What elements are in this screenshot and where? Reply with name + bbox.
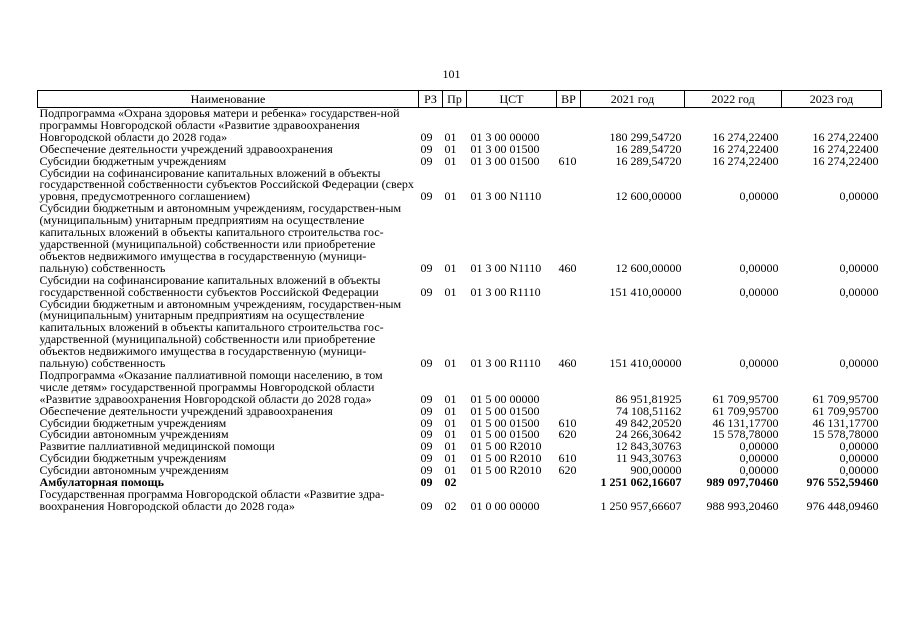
cell-2022: 46 131,17700 — [712, 415, 779, 430]
cell-cst: 01 5 00 R2010 — [470, 463, 542, 478]
cell-pr: 01 — [444, 439, 457, 454]
cell-2023: 16 274,22400 — [812, 141, 879, 156]
cell-vr: 610 — [558, 451, 577, 466]
cell-name: Субсидии бюджетным и автономным учреждениям, государствен-ным (муниципальным) унитарным предприятиям на осуществление капитальных вложений в объекты капитального строительства гос-ударственной (муниципальной) собственности или приобретение объектов недвижимого имущества в государственную (муници-пальную) собственность — [39, 296, 402, 371]
budget-table — [37, 90, 882, 513]
cell-cst: 01 3 00 R1110 — [470, 284, 541, 299]
cell-name: Субсидии на софинансирование капитальных вложений в объекты государственной собственности субъектов Российской Федерации (сверх уровня, предусмотренного соглашением) — [39, 165, 414, 204]
cell-cst: 01 0 00 00000 — [470, 498, 540, 513]
cell-vr — [557, 168, 581, 204]
cell-vr: 460 — [558, 260, 577, 275]
cell-rz: 09 — [420, 415, 433, 430]
cell-2023: 0,00000 — [839, 284, 879, 299]
cell-name: Государственная программа Новгородской области «Развитие здра-воохранения Новгородской области до 2028 года» — [39, 487, 385, 513]
cell-2022: 989 097,70460 — [706, 475, 779, 490]
cell-2021: 1 250 957,66607 — [600, 498, 682, 513]
cell-pr: 01 — [444, 463, 457, 478]
cell-name: Субсидии бюджетным и автономным учреждениям, государствен-ным (муниципальным) унитарным предприятиям на осуществление капитальных вложений в объекты капитального строительства гос-ударственной (муниципальной) собственности или приобретение объектов недвижимого имущества в государственную (муници-пальную) собственность — [39, 201, 402, 275]
cell-2022: 16 274,22400 — [712, 141, 779, 156]
header-cst: ЦСТ — [467, 91, 557, 108]
table-row — [38, 370, 882, 406]
table-row — [38, 489, 882, 513]
cell-pr: 01 — [444, 356, 457, 371]
cell-name: Субсидии автономным учреждениям — [39, 463, 229, 478]
cell-2021: 74 108,51162 — [615, 403, 682, 418]
cell-rz: 09 — [420, 403, 433, 418]
cell-name: Амбулаторная помощь — [39, 475, 164, 490]
header-name: Наименование — [38, 91, 419, 108]
cell-cst: 01 5 00 01500 — [470, 415, 540, 430]
cell-2023: 0,00000 — [839, 189, 879, 204]
cell-pr: 01 — [444, 451, 457, 466]
cell-pr: 02 — [444, 475, 457, 490]
cell-2023: 0,00000 — [839, 439, 879, 454]
page-number: 101 — [442, 67, 461, 81]
cell-2022: 0,00000 — [739, 451, 779, 466]
cell-2022: 16 274,22400 — [712, 153, 779, 168]
cell-cst: 01 5 00 R2010 — [470, 451, 542, 466]
cell-2023: 0,00000 — [839, 260, 879, 275]
cell-2021: 12 600,00000 — [615, 189, 682, 204]
table-row — [38, 299, 882, 370]
cell-2022: 988 993,20460 — [706, 498, 779, 513]
cell-name: Развитие паллиативной медицинской помощи — [39, 439, 275, 454]
header-vr: ВР — [557, 91, 581, 108]
cell-2021: 151 410,00000 — [609, 284, 682, 299]
cell-2023: 0,00000 — [839, 356, 879, 371]
cell-vr: 620 — [558, 463, 577, 478]
cell-pr: 01 — [444, 427, 457, 442]
header-pr: Пр — [443, 91, 467, 108]
cell-2022: 61 709,95700 — [712, 391, 779, 406]
cell-pr: 01 — [444, 415, 457, 430]
table-row — [38, 203, 882, 274]
cell-name: Подпрограмма «Охрана здоровья матери и ребенка» государствен-ной программы Новгородской области «Развитие здравоохранения Новгородской области до 2028 года» — [39, 106, 400, 144]
cell-rz: 09 — [420, 463, 433, 478]
cell-2023: 16 274,22400 — [812, 129, 879, 144]
cell-name: Субсидии бюджетным учреждениям — [39, 451, 227, 466]
cell-cst: 01 3 00 N1110 — [470, 189, 542, 204]
cell-2021: 86 951,81925 — [615, 391, 682, 406]
cell-name: Субсидии бюджетным учреждениям — [39, 153, 227, 168]
cell-2022: 0,00000 — [739, 439, 779, 454]
cell-2023: 15 578,78000 — [812, 427, 879, 442]
cell-cst: 01 3 00 01500 — [470, 153, 540, 168]
cell-rz: 09 — [420, 189, 433, 204]
cell-rz: 09 — [420, 427, 433, 442]
cell-2021: 12 600,00000 — [615, 260, 682, 275]
header-rz: РЗ — [419, 91, 443, 108]
cell-2023: 61 709,95700 — [812, 403, 879, 418]
cell-name: Обеспечение деятельности учреждений здравоохранения — [39, 141, 333, 156]
cell-2023: 976 552,59460 — [806, 475, 879, 490]
cell-cst: 01 5 00 01500 — [470, 403, 540, 418]
cell-2023: 61 709,95700 — [812, 391, 879, 406]
cell-cst: 01 3 00 R1110 — [470, 356, 541, 371]
cell-pr: 01 — [444, 403, 457, 418]
cell-2022: 0,00000 — [739, 463, 779, 478]
cell-rz: 09 — [420, 498, 433, 513]
cell-vr — [557, 477, 581, 489]
table-row — [38, 168, 882, 204]
cell-rz: 09 — [420, 153, 433, 168]
cell-vr: 610 — [558, 153, 577, 168]
cell-name: Обеспечение деятельности учреждений здравоохранения — [39, 403, 333, 418]
cell-2021: 151 410,00000 — [609, 356, 682, 371]
table-header — [38, 91, 882, 108]
cell-rz: 09 — [420, 284, 433, 299]
cell-2023: 0,00000 — [839, 463, 879, 478]
cell-2021: 16 289,54720 — [615, 153, 682, 168]
cell-2022: 15 578,78000 — [712, 427, 779, 442]
cell-2023: 46 131,17700 — [812, 415, 879, 430]
cell-2022: 0,00000 — [739, 260, 779, 275]
cell-2022: 0,00000 — [739, 284, 779, 299]
cell-vr: 460 — [558, 356, 577, 371]
cell-name: Субсидии бюджетным учреждениям — [39, 415, 227, 430]
cell-2021: 900,00000 — [630, 463, 682, 478]
cell-rz: 09 — [420, 391, 433, 406]
table-body — [38, 108, 882, 513]
cell-2021: 11 943,30763 — [615, 451, 682, 466]
cell-2022: 0,00000 — [739, 356, 779, 371]
cell-2021: 16 289,54720 — [615, 141, 682, 156]
header-2023: 2023 год — [782, 91, 882, 108]
cell-rz: 09 — [420, 129, 433, 144]
cell-vr — [557, 275, 581, 299]
cell-vr — [557, 108, 581, 144]
cell-2021: 24 266,30642 — [615, 427, 682, 442]
cell-2022: 16 274,22400 — [712, 129, 779, 144]
cell-2022: 61 709,95700 — [712, 403, 779, 418]
cell-pr: 01 — [444, 391, 457, 406]
cell-pr: 01 — [444, 189, 457, 204]
cell-rz: 09 — [420, 475, 433, 490]
cell-vr — [557, 489, 581, 513]
cell-rz: 09 — [420, 141, 433, 156]
cell-pr: 02 — [444, 498, 457, 513]
cell-vr — [557, 370, 581, 406]
cell-name: Субсидии на софинансирование капитальных вложений в объекты государственной собственности субъектов Российской Федерации — [39, 272, 381, 299]
cell-rz: 09 — [420, 260, 433, 275]
table-row — [38, 275, 882, 299]
cell-name: Подпрограмма «Оказание паллиативной помощи населению, в том числе детям» государственной программы Новгородской области «Развитие здравоохранения Новгородской области до 2028 года» — [39, 367, 383, 406]
cell-2022: 0,00000 — [739, 189, 779, 204]
cell-cst: 01 5 00 00000 — [470, 391, 540, 406]
header-2021: 2021 год — [581, 91, 685, 108]
cell-vr: 610 — [558, 415, 577, 430]
cell-2021: 1 251 062,16607 — [600, 475, 682, 490]
cell-2021: 180 299,54720 — [609, 129, 682, 144]
cell-pr: 01 — [444, 284, 457, 299]
header-2022: 2022 год — [685, 91, 782, 108]
header-row — [38, 91, 882, 108]
cell-rz: 09 — [420, 439, 433, 454]
cell-2021: 49 842,20520 — [615, 415, 682, 430]
cell-pr: 01 — [444, 153, 457, 168]
table-row — [38, 108, 882, 144]
cell-name: Субсидии автономным учреждениям — [39, 427, 229, 442]
cell-rz: 09 — [420, 356, 433, 371]
cell-pr: 01 — [444, 260, 457, 275]
cell-2023: 16 274,22400 — [812, 153, 879, 168]
cell-pr: 01 — [444, 129, 457, 144]
cell-cst — [467, 477, 557, 489]
cell-cst: 01 3 00 N1110 — [470, 260, 542, 275]
cell-2023: 976 448,09460 — [806, 498, 879, 513]
cell-pr: 01 — [444, 141, 457, 156]
cell-cst: 01 3 00 01500 — [470, 141, 540, 156]
cell-rz: 09 — [420, 451, 433, 466]
cell-2021: 12 843,30763 — [615, 439, 682, 454]
cell-2023: 0,00000 — [839, 451, 879, 466]
cell-vr: 620 — [558, 427, 577, 442]
cell-cst: 01 5 00 01500 — [470, 427, 540, 442]
cell-cst: 01 3 00 00000 — [470, 129, 540, 144]
cell-cst: 01 5 00 R2010 — [470, 439, 542, 454]
